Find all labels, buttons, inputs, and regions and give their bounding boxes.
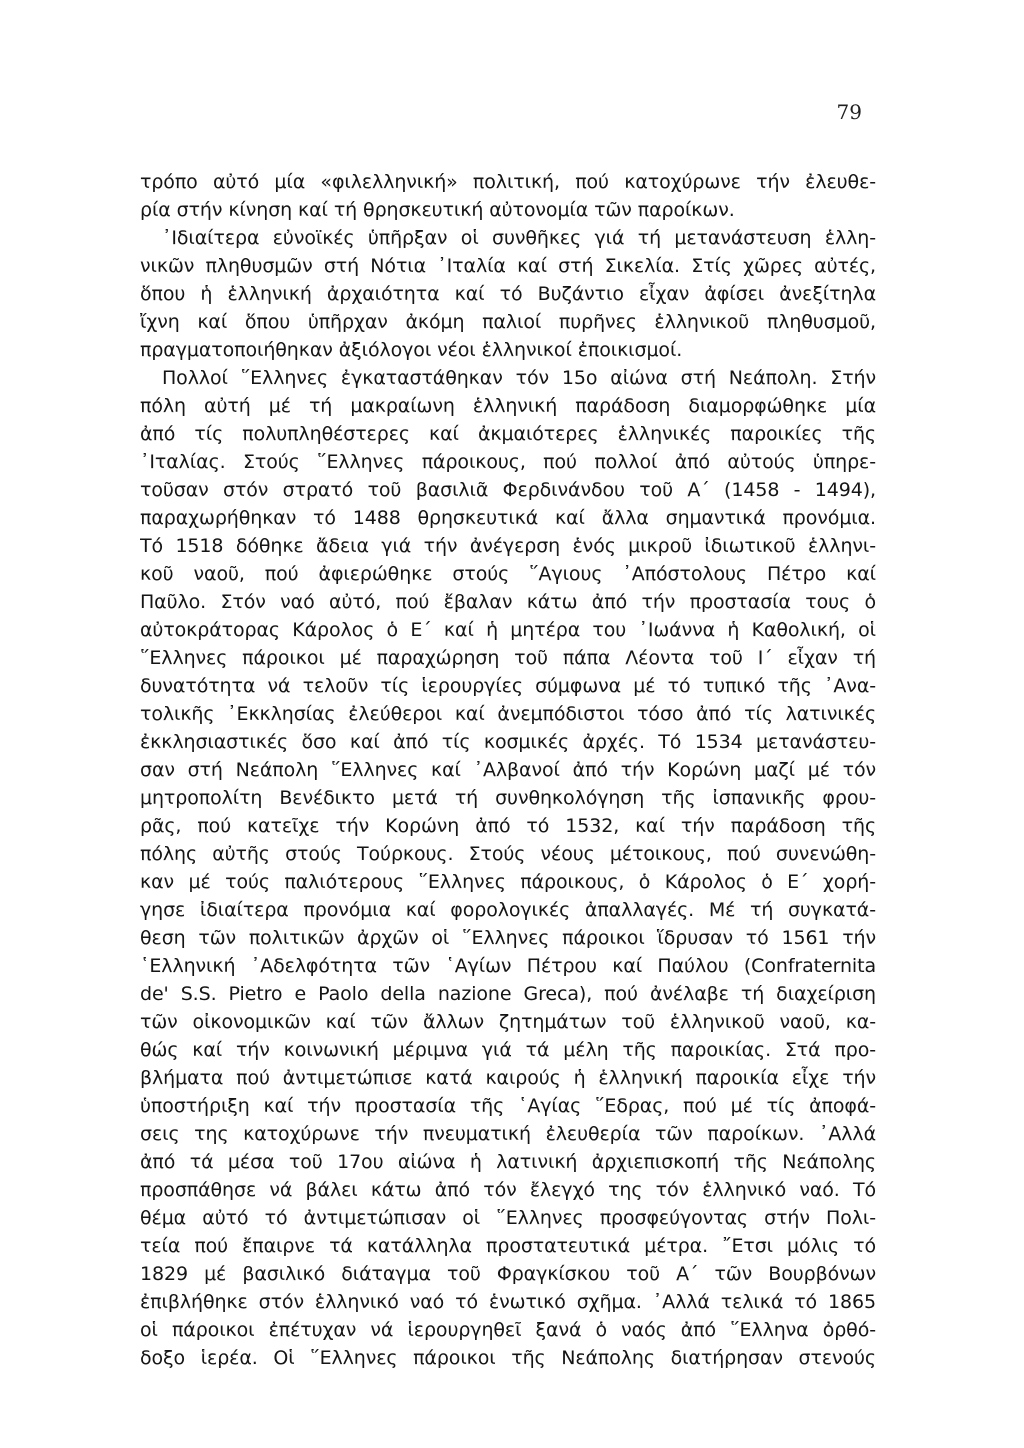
text-line: τολικῆς ᾿Εκκλησίας ἐλεύθεροι καί ἀνεμπόδιστοι τόσο ἀπό τίς λατινικές: [140, 703, 876, 725]
text-line: ἀπό τίς πολυπληθέστερες καί ἀκμαιότερες ἑλληνικές παροικίες τῆς: [140, 423, 876, 445]
text-line: δοξο ἱερέα. Οἱ ῞Ελληνες πάροικοι τῆς Νεάπολης διατήρησαν στενούς: [140, 1347, 876, 1369]
text-line: νικῶν πληθυσμῶν στή Νότια ᾿Ιταλία καί στή Σικελία. Στίς χῶρες αὐτές,: [140, 255, 876, 277]
text-line: ῞Ελληνες πάροικοι μέ παραχώρηση τοῦ πάπα Λέοντα τοῦ Ι΄ εἶχαν τή: [140, 647, 876, 669]
text-line: τρόπο αὐτό μία «φιλελληνική» πολιτική, πού κατοχύρωνε τήν ἐλευθε-: [140, 171, 876, 193]
text-line: θεση τῶν πολιτικῶν ἀρχῶν οἱ ῞Ελληνες πάροικοι ἵδρυσαν τό 1561 τήν: [140, 927, 876, 949]
text-line: σαν στή Νεάπολη ῞Ελληνες καί ᾿Αλβανοί ἀπό τήν Κορώνη μαζί μέ τόν: [140, 759, 876, 781]
text-line: ἴχνη καί ὅπου ὑπῆρχαν ἀκόμη παλιοί πυρῆνες ἑλληνικοῦ πληθυσμοῦ,: [140, 311, 876, 333]
text-line: ὅπου ἡ ἑλληνική ἀρχαιότητα καί τό Βυζάντιο εἶχαν ἀφίσει ἀνεξίτηλα: [140, 283, 876, 305]
text-line: τοῦσαν στόν στρατό τοῦ βασιλιᾶ Φερδινάνδου τοῦ Α΄ (1458 - 1494),: [140, 479, 876, 501]
text-line: ρᾶς, πού κατεῖχε τήν Κορώνη ἀπό τό 1532, καί τήν παράδοση τῆς: [140, 815, 876, 837]
text-line: ἐπιβλήθηκε στόν ἑλληνικό ναό τό ἑνωτικό σχῆμα. ᾿Αλλά τελικά τό 1865: [140, 1291, 876, 1313]
text-line: τῶν οἰκονομικῶν καί τῶν ἄλλων ζητημάτων τοῦ ἑλληνικοῦ ναοῦ, κα-: [140, 1011, 876, 1033]
text-line: πραγματοποιήθηκαν ἀξιόλογοι νέοι ἑλληνικοί ἐποικισμοί.: [140, 339, 683, 361]
text-line: ᾿Ιδιαίτερα εὐνοϊκές ὑπῆρξαν οἱ συνθῆκες γιά τή μετανάστευση ἑλλη-: [162, 227, 876, 249]
text-line: πόλης αὐτῆς στούς Τούρκους. Στούς νέους μέτοικους, πού συνενώθη-: [140, 843, 876, 865]
text-line: μητροπολίτη Βενέδικτο μετά τή συνθηκολόγηση τῆς ἰσπανικῆς φρου-: [140, 787, 876, 809]
text-line: δυνατότητα νά τελοῦν τίς ἱερουργίες σύμφωνα μέ τό τυπικό τῆς ᾿Ανα-: [140, 675, 876, 697]
text-line: βλήματα πού ἀντιμετώπισε κατά καιρούς ἡ ἑλληνική παροικία εἶχε τήν: [140, 1067, 876, 1089]
text-line: προσπάθησε νά βάλει κάτω ἀπό τόν ἔλεγχό της τόν ἑλληνικό ναό. Τό: [140, 1179, 876, 1201]
text-line: αὐτοκράτορας Κάρολος ὁ Ε΄ καί ἡ μητέρα του ᾿Ιωάννα ἡ Καθολική, οἱ: [140, 619, 876, 641]
page-number: 79: [836, 100, 862, 124]
text-line: γησε ἰδιαίτερα προνόμια καί φορολογικές ἀπαλλαγές. Μέ τή συγκατά-: [140, 899, 876, 921]
text-line: ἀπό τά μέσα τοῦ 17ου αἰώνα ἡ λατινική ἀρχιεπισκοπή τῆς Νεάπολης: [140, 1151, 876, 1173]
text-line: πόλη αὐτή μέ τή μακραίωνη ἑλληνική παράδοση διαμορφώθηκε μία: [140, 395, 876, 417]
body-text: [140, 168, 876, 1372]
text-line: παραχωρήθηκαν τό 1488 θρησκευτικά καί ἄλλα σημαντικά προνόμια.: [140, 507, 876, 529]
text-line: Παῦλο. Στόν ναό αὐτό, πού ἔβαλαν κάτω ἀπό τήν προστασία τους ὁ: [140, 591, 876, 613]
text-line: οἱ πάροικοι ἐπέτυχαν νά ἱερουργηθεῖ ξανά ὁ ναός ἀπό ῞Ελληνα ὀρθό-: [140, 1319, 876, 1341]
text-line: καν μέ τούς παλιότερους ῞Ελληνες πάροικους, ὁ Κάρολος ὁ Ε΄ χορή-: [140, 871, 876, 893]
text-line: ᾿Ιταλίας. Στούς ῞Ελληνες πάροικους, πού πολλοί ἀπό αὐτούς ὑπηρε-: [140, 451, 876, 473]
text-line: 1829 μέ βασιλικό διάταγμα τοῦ Φραγκίσκου τοῦ Α΄ τῶν Βουρβόνων: [140, 1263, 876, 1285]
text-line: Τό 1518 δόθηκε ἄδεια γιά τήν ἀνέγερση ἑνός μικροῦ ἰδιωτικοῦ ἑλληνι-: [140, 535, 876, 557]
text-line: τεία πού ἔπαιρνε τά κατάλληλα προστατευτικά μέτρα. ῎Ετσι μόλις τό: [140, 1235, 876, 1257]
text-line: ἐκκλησιαστικές ὅσο καί ἀπό τίς κοσμικές ἀρχές. Τό 1534 μετανάστευ-: [140, 731, 876, 753]
text-line: σεις της κατοχύρωνε τήν πνευματική ἐλευθερία τῶν παροίκων. ᾿Αλλά: [140, 1123, 876, 1145]
text-line: ρία στήν κίνηση καί τή θρησκευτική αὐτονομία τῶν παροίκων.: [140, 199, 735, 221]
text-line: θώς καί τήν κοινωνική μέριμνα γιά τά μέλη τῆς παροικίας. Στά προ-: [140, 1039, 876, 1061]
text-line: κοῦ ναοῦ, πού ἀφιερώθηκε στούς ῞Αγιους ᾿Απόστολους Πέτρο καί: [140, 563, 876, 585]
text-line: ὑποστήριξη καί τήν προστασία τῆς ῾Αγίας ῞Εδρας, πού μέ τίς ἀποφά-: [140, 1095, 876, 1117]
text-line: de' S.S. Pietro e Paolo della nazione Greca), πού ἀνέλαβε τή διαχείριση: [140, 983, 876, 1005]
text-line: ῾Ελληνική ᾿Αδελφότητα τῶν ῾Αγίων Πέτρου καί Παύλου (Confraternita: [140, 955, 876, 977]
text-line: θέμα αὐτό τό ἀντιμετώπισαν οἱ ῞Ελληνες προσφεύγοντας στήν Πολι-: [140, 1207, 876, 1229]
text-line: Πολλοί ῞Ελληνες ἐγκαταστάθηκαν τόν 15ο αἰώνα στή Νεάπολη. Στήν: [162, 367, 876, 389]
